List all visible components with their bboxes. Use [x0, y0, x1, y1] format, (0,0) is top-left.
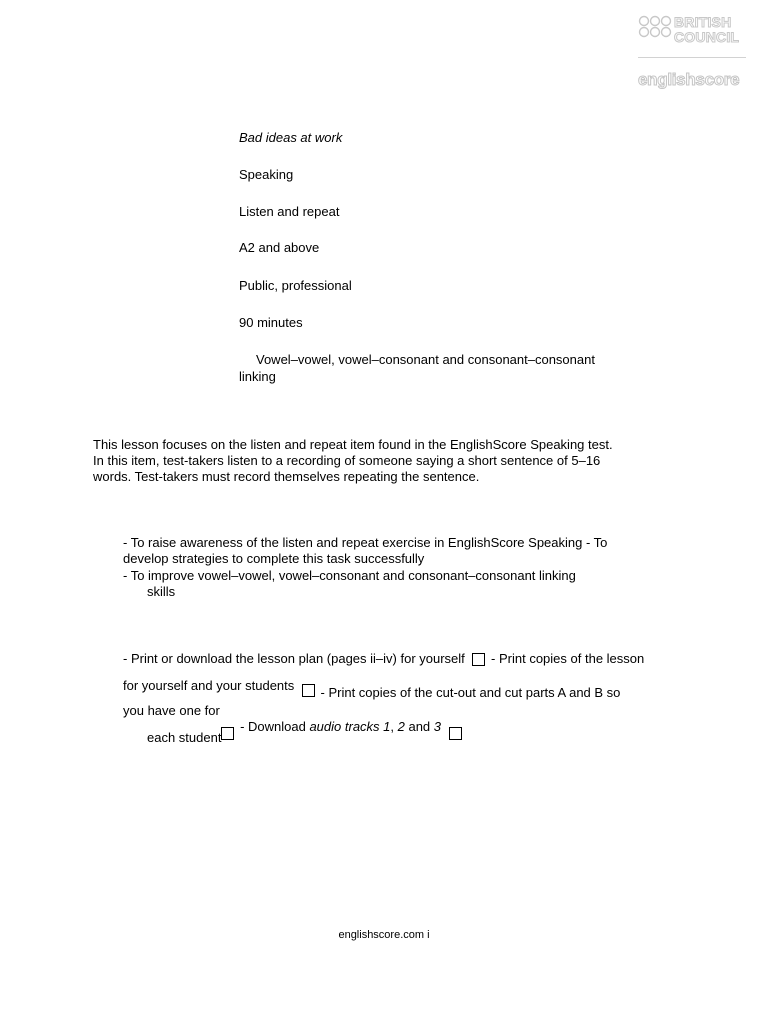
aims-line: skills: [147, 584, 176, 599]
aims-line: - To raise awareness of the listen and repeat exercise in EnglishScore Speaking - To: [123, 535, 608, 550]
prep-line: [123, 678, 621, 700]
prep-text: - Print copies of the lesson: [491, 651, 645, 666]
checkbox-audio[interactable]: [449, 727, 462, 740]
prep-line: [147, 719, 464, 745]
prep-text: - Download: [240, 719, 310, 734]
lesson-item-type: Listen and repeat: [239, 204, 340, 219]
logo-divider: [638, 57, 746, 58]
logo-line-2: COUNCIL: [674, 29, 740, 45]
aims-line: develop strategies to complete this task successfully: [123, 551, 425, 566]
audio-track-label: audio tracks 1: [309, 719, 391, 734]
prep-line: you have one for: [123, 703, 220, 718]
prep-text: - Print copies of the cut-out and cut parts A and B so: [320, 685, 621, 700]
page-footer: englishscore.com i: [338, 929, 430, 941]
intro-line: In this item, test-takers listen to a recording of someone saying a short sentence of 5–16: [93, 453, 601, 468]
logo-line-1: BRITISH: [674, 14, 732, 30]
prep-line: [123, 651, 644, 667]
prep-text: ,: [390, 719, 398, 734]
prep-text: each student: [147, 730, 222, 745]
british-council-logo: [638, 14, 748, 94]
checkbox-copies[interactable]: [302, 684, 315, 697]
lesson-context: Public, professional: [239, 278, 352, 293]
intro-line: words. Test-takers must record themselves repeating the sentence.: [93, 469, 480, 484]
lesson-time: 90 minutes: [239, 315, 303, 330]
audio-track-label: 3: [433, 719, 442, 734]
englishscore-wordmark: englishscore: [638, 70, 740, 89]
prep-text: and: [404, 719, 434, 734]
lesson-skill: Speaking: [239, 167, 294, 182]
audio-track-label: 2: [397, 719, 405, 734]
british-council-dots-icon: [638, 14, 672, 48]
intro-line: This lesson focuses on the listen and repeat item found in the EnglishScore Speaking test.: [93, 437, 613, 452]
lesson-focus-line-2: linking: [239, 369, 276, 384]
checkbox-cutout[interactable]: [221, 727, 234, 740]
lesson-focus-line-1: Vowel–vowel, vowel–consonant and consonant–consonant: [256, 352, 595, 367]
lesson-title: Bad ideas at work: [239, 130, 343, 145]
aims-line: - To improve vowel–vowel, vowel–consonant and consonant–consonant linking: [123, 568, 576, 583]
prep-text: - Print or download the lesson plan (pages ii–iv) for yourself: [123, 651, 465, 666]
prep-text: for yourself and your students: [123, 678, 295, 693]
lesson-level: A2 and above: [239, 240, 320, 255]
checkbox-lesson-plan[interactable]: [472, 653, 485, 666]
